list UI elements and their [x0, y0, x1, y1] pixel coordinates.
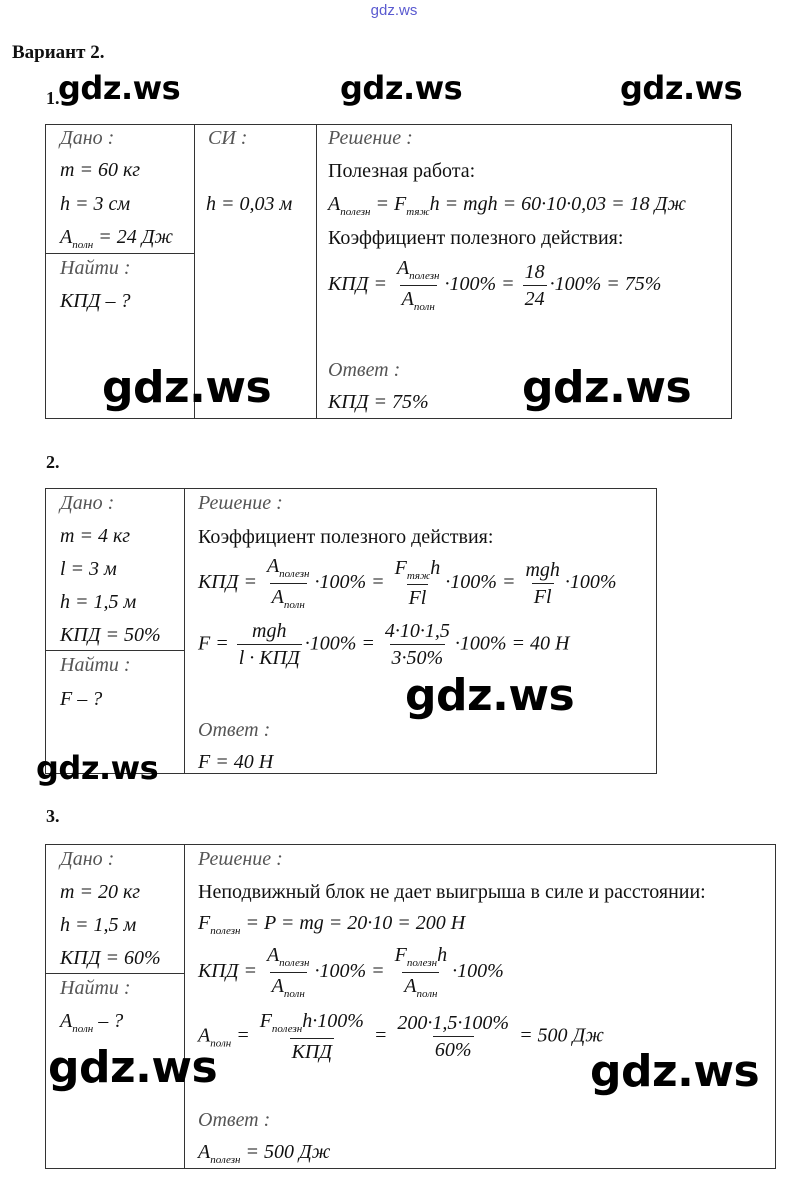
solution-title: Решение :: [198, 492, 283, 514]
given-height: h = 1,5 м: [60, 591, 137, 613]
given-mass: m = 4 кг: [60, 525, 131, 547]
given-height: h = 1,5 м: [60, 914, 137, 936]
problem-3-divider: [184, 844, 185, 1169]
given-title: Дано :: [60, 127, 115, 149]
answer-title: Ответ :: [198, 1109, 271, 1131]
find-value: КПД – ?: [60, 290, 131, 312]
variant-title: Вариант 2.: [12, 42, 105, 63]
efficiency-equation: КПД = $\frac{A_{полезн}}{A_{полн}}$ ·100% = $\frac{F_{полезн}h}{A_{полн}}$ ·100%: [198, 944, 504, 1000]
given-title: Дано :: [60, 848, 115, 870]
given-efficiency: КПД = 60%: [60, 947, 161, 969]
useful-work-label: Полезная работа:: [328, 160, 476, 182]
total-work-equation: $A_{полн}$ = $\frac{F_{полезн}h\cdot 100\%}{\text{КПД}}$ = $\frac{200\cdot 1,5\cdot 100\%}{60\%}$ = 500 Дж: [198, 1010, 604, 1063]
site-mark: gdz.ws: [370, 2, 418, 19]
given-mass: m = 60 кг: [60, 159, 141, 181]
given-efficiency: КПД = 50%: [60, 624, 161, 646]
problem-1-given-separator: [45, 253, 195, 254]
si-height: h = 0,03 м: [206, 193, 293, 215]
solution-title: Решение :: [198, 848, 283, 870]
given-title: Дано :: [60, 492, 115, 514]
problem-3-given-separator: [45, 973, 185, 974]
force-equation: F = $\frac{\text{mgh}}{\text{l · КПД}}$ ·100% = $\frac{4\cdot 10\cdot 1,5}{3\cdot 50\%}$ ·100% = 40 Н: [198, 620, 570, 669]
problem-2-divider: [184, 488, 185, 774]
efficiency-label: Коэффициент полезного действия:: [328, 227, 624, 249]
find-title: Найти :: [60, 977, 131, 999]
watermark: gdz.ws: [36, 749, 159, 787]
watermark: gdz.ws: [405, 670, 575, 721]
statement: Неподвижный блок не дает выигрыша в силе и расстоянии:: [198, 881, 706, 903]
watermark: gdz.ws: [620, 69, 743, 107]
watermark: gdz.ws: [522, 362, 692, 413]
watermark: gdz.ws: [58, 69, 181, 107]
find-title: Найти :: [60, 257, 131, 279]
efficiency-equation: КПД = $\frac{A_{полезн}}{A_{полн}}$ ·100% = $\frac{18}{24}$ ·100% = 75%: [328, 257, 662, 313]
find-title: Найти :: [60, 654, 131, 676]
efficiency-equation: КПД = $\frac{A_{полезн}}{A_{полн}}$ ·100% = $\frac{F_{тяж}h}{Fl}$ ·100% = $\frac{\text{mgh}}{Fl}$ ·100%: [198, 555, 617, 611]
answer-title: Ответ :: [198, 719, 271, 741]
answer-value: КПД = 75%: [328, 391, 429, 413]
find-value: F – ?: [60, 688, 103, 710]
watermark: gdz.ws: [590, 1046, 760, 1097]
problem-1-number: 1.: [46, 88, 60, 108]
answer-title: Ответ :: [328, 359, 401, 381]
useful-work-equation: $A_{полезн} = F_{тяж}h$ = mgh = 60·10·0,03 = 18 Дж: [328, 193, 686, 218]
watermark: gdz.ws: [102, 362, 272, 413]
si-title: СИ :: [208, 127, 248, 149]
efficiency-label: Коэффициент полезного действия:: [198, 526, 494, 548]
answer-value: F = 40 Н: [198, 751, 274, 773]
given-total-work: $A_{полн} = 24$ Дж: [60, 226, 174, 251]
watermark: gdz.ws: [340, 69, 463, 107]
problem-3-number: 3.: [46, 806, 60, 826]
given-height: h = 3 см: [60, 193, 131, 215]
given-length: l = 3 м: [60, 558, 117, 580]
problem-2-given-separator: [45, 650, 185, 651]
watermark: gdz.ws: [48, 1042, 218, 1093]
problem-2-number: 2.: [46, 452, 60, 472]
solution-title: Решение :: [328, 127, 413, 149]
answer-value: $A_{полезн} = 500$ Дж: [198, 1141, 331, 1166]
problem-1-divider-2: [316, 124, 317, 419]
force-line: $F_{полезн} = P$ = mg = 20·10 = 200 Н: [198, 912, 466, 937]
find-value: $A_{полн}$ – ?: [60, 1010, 124, 1035]
given-mass: m = 20 кг: [60, 881, 141, 903]
